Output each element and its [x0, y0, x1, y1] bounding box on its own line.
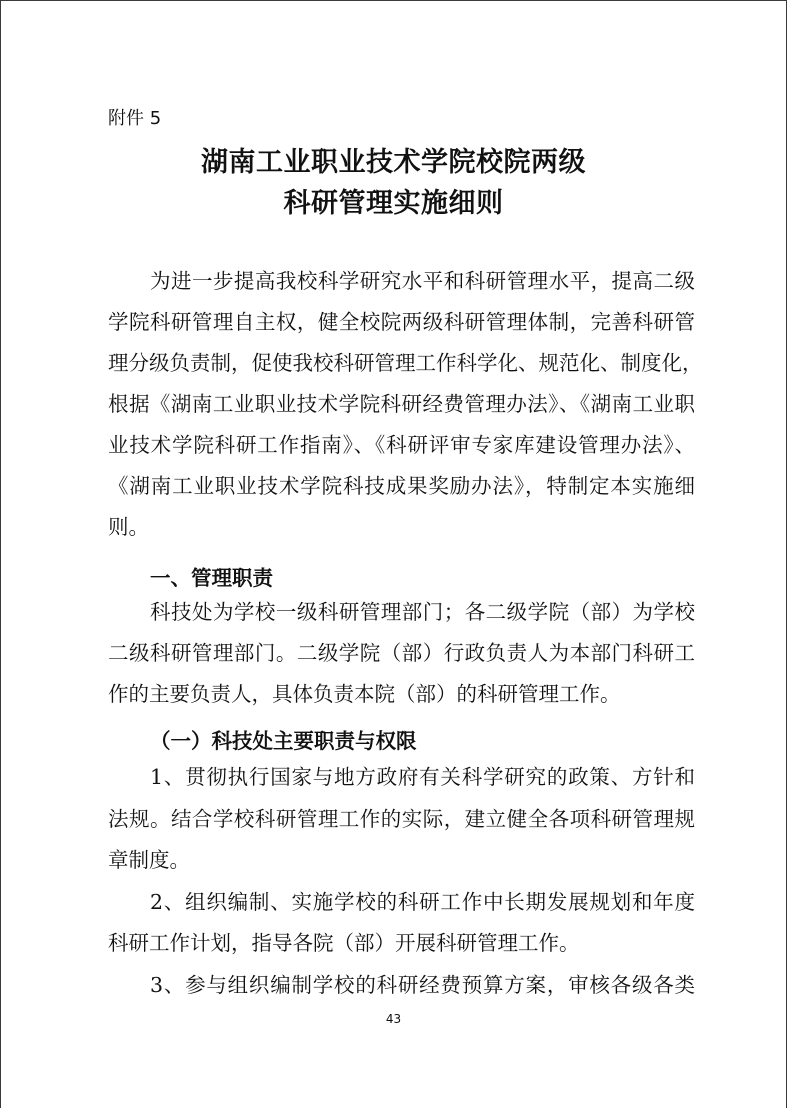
page-number: 43: [385, 1012, 402, 1026]
item-line: 科研工作计划，指导各院（部）开展科研管理工作。: [108, 931, 580, 955]
item-line: 法规。结合学校科研管理工作的实际，建立健全各项科研管理规: [108, 807, 695, 831]
intro-line: 业技术学院科研工作指南》、《科研评审专家库建设管理办法》、: [108, 433, 695, 457]
intro-line: 《湖南工业职业技术学院科技成果奖励办法》，特制定本实施细: [108, 474, 695, 498]
item-line: 2、组织编制、实施学校的科研工作中长期发展规划和年度: [150, 890, 695, 914]
section-paragraph-line: 科技处为学校一级科研管理部门；各二级学院（部）为学校: [150, 600, 695, 624]
intro-line: 学院科研管理自主权，健全校院两级科研管理体制，完善科研管: [108, 310, 695, 334]
intro-line: 根据《湖南工业职业技术学院科研经费管理办法》、《湖南工业职: [108, 392, 695, 416]
intro-line: 则。: [108, 515, 149, 539]
intro-line: 为进一步提高我校科学研究水平和科研管理水平，提高二级: [150, 269, 695, 293]
subsection-heading: （一）科技处主要职责与权限: [150, 729, 417, 753]
document-title-line-1: 湖南工业职业技术学院校院两级: [201, 147, 586, 178]
document-title-line-2: 科研管理实施细则: [283, 188, 504, 219]
section-paragraph-line: 作的主要负责人，具体负责本院（部）的科研管理工作。: [108, 682, 621, 706]
item-line: 3、参与组织编制学校的科研经费预算方案，审核各级各类: [150, 973, 695, 997]
section-paragraph-line: 二级科研管理部门。二级学院（部）行政负责人为本部门科研工: [108, 641, 695, 665]
item-line: 章制度。: [108, 848, 190, 872]
item-line: 1、贯彻执行国家与地方政府有关科学研究的政策、方针和: [150, 765, 695, 789]
section-heading: 一、管理职责: [150, 566, 273, 590]
page-border-top: [0, 0, 787, 1]
attachment-label: 附件 5: [108, 108, 162, 129]
intro-line: 理分级负责制，促使我校科研管理工作科学化、规范化、制度化，: [108, 351, 703, 375]
